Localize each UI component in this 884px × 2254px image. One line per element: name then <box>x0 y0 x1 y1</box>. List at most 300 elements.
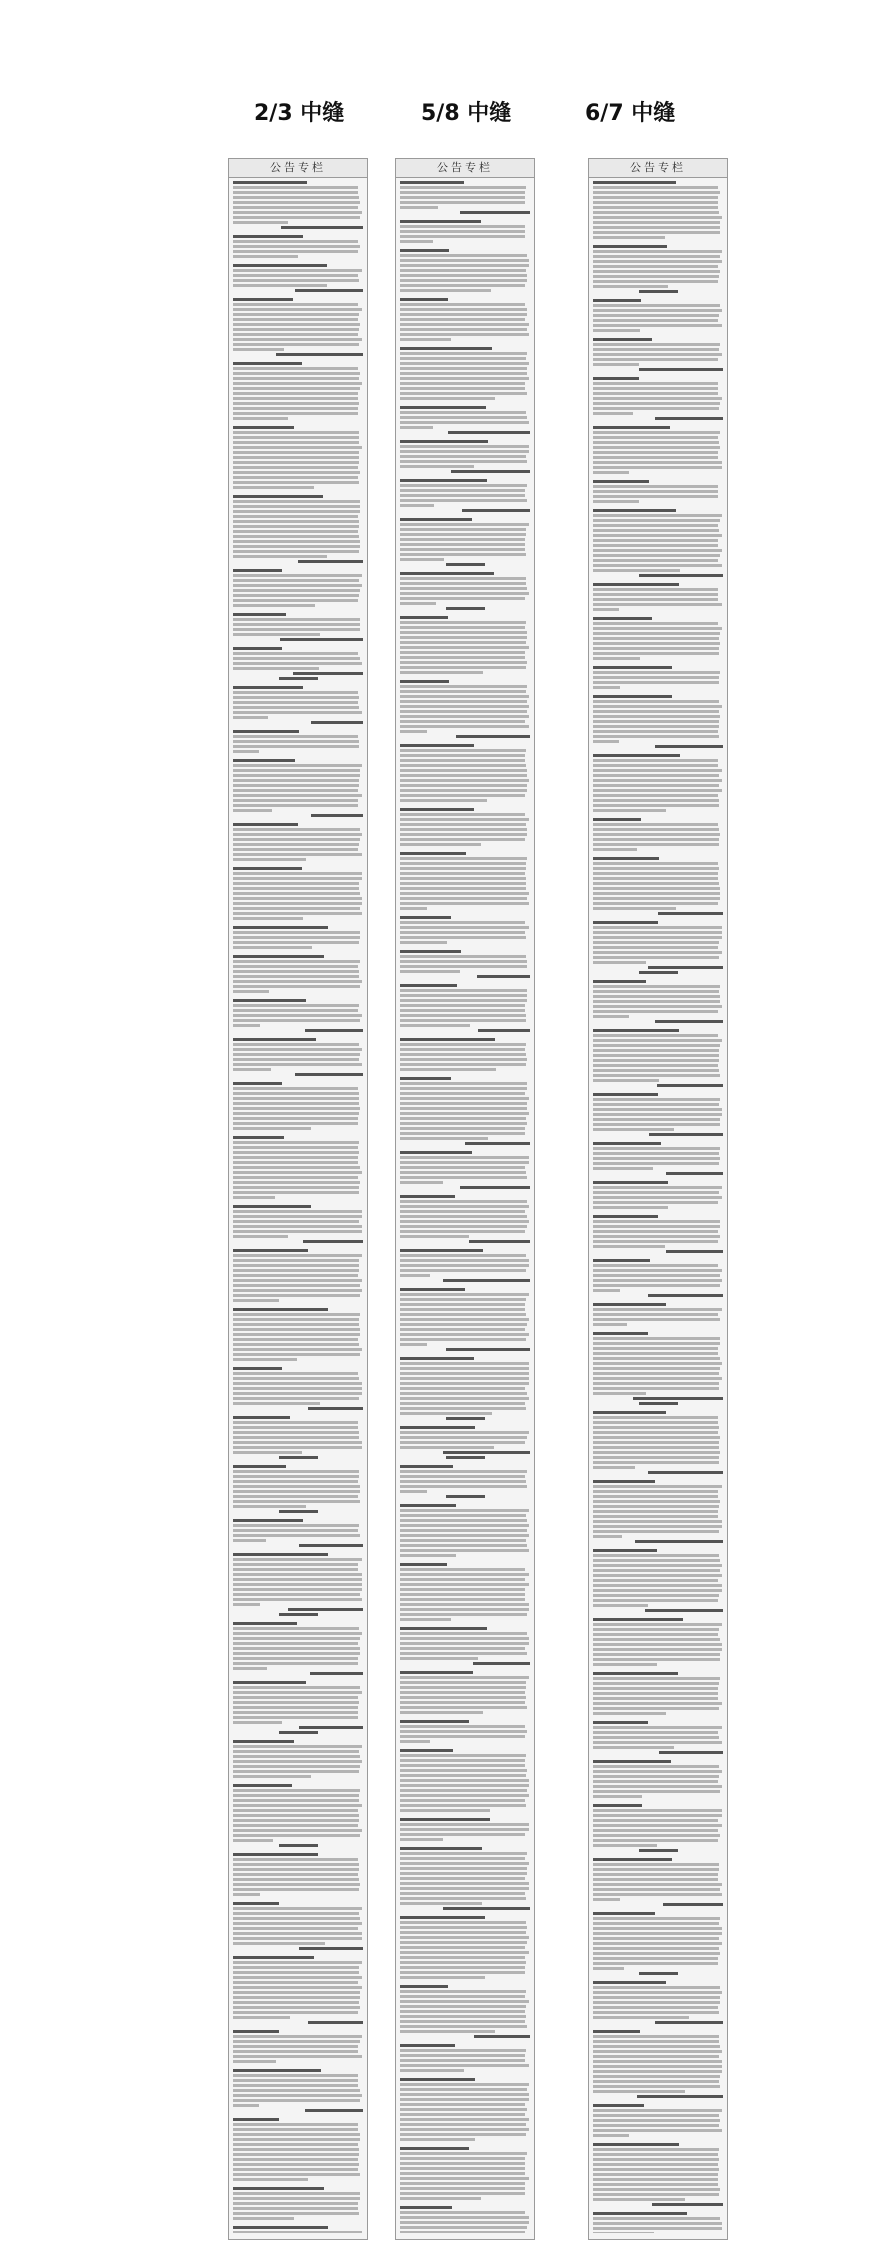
text-line <box>233 196 359 199</box>
text-line <box>233 691 358 694</box>
text-line <box>593 1618 683 1621</box>
text-line <box>400 1833 525 1836</box>
text-line <box>593 1313 718 1316</box>
text-line <box>233 1279 362 1282</box>
text-line <box>400 1872 527 1875</box>
text-line <box>593 309 722 312</box>
text-line <box>400 1318 529 1321</box>
signature-line <box>658 912 723 915</box>
text-line <box>593 1658 720 1661</box>
text-line <box>400 950 461 953</box>
text-line <box>593 1201 718 1204</box>
text-line <box>593 1844 657 1847</box>
text-line <box>593 961 646 964</box>
signature-line <box>637 2095 723 2098</box>
text-line <box>233 745 359 748</box>
text-line <box>400 2172 525 2175</box>
text-line <box>593 436 718 439</box>
text-line <box>593 1520 722 1523</box>
text-line <box>593 2085 720 2088</box>
text-line <box>400 1784 529 1787</box>
text-line <box>400 387 525 390</box>
text-line <box>400 1892 525 1895</box>
text-line <box>233 1092 359 1095</box>
text-line <box>233 1426 358 1429</box>
text-line <box>593 877 718 880</box>
text-line <box>593 1505 719 1508</box>
text-line <box>233 1318 359 1321</box>
text-line <box>400 1343 427 1346</box>
text-line <box>400 352 527 355</box>
text-line <box>593 1049 719 1052</box>
text-line <box>400 1995 525 1998</box>
text-line <box>593 2119 720 2122</box>
text-line <box>593 1064 718 1067</box>
text-line <box>593 867 719 870</box>
text-line <box>233 828 360 831</box>
text-line <box>400 338 451 341</box>
text-line <box>233 1524 359 1527</box>
text-line <box>233 1961 362 1964</box>
text-line <box>593 2188 720 2191</box>
text-line <box>233 696 359 699</box>
text-line <box>233 618 360 621</box>
text-line <box>400 397 495 400</box>
text-line <box>400 465 474 468</box>
text-line <box>233 1740 294 1743</box>
text-line <box>593 882 719 885</box>
text-line <box>400 1357 474 1360</box>
text-line <box>400 2152 527 2155</box>
text-line <box>233 328 359 331</box>
text-line <box>593 377 639 380</box>
text-line <box>400 1603 529 1606</box>
text-line <box>593 926 722 929</box>
text-line <box>593 485 718 488</box>
text-line <box>400 2044 455 2047</box>
text-line <box>400 328 527 331</box>
text-line <box>233 191 358 194</box>
text-line <box>593 686 620 689</box>
text-line <box>400 685 527 688</box>
text-line <box>233 1883 360 1886</box>
text-line <box>400 259 529 262</box>
text-line <box>233 823 298 826</box>
text-line <box>400 1818 490 1821</box>
text-line <box>233 343 359 346</box>
signature-line <box>635 1540 723 1543</box>
text-line <box>233 2089 360 2092</box>
text-line <box>233 2173 360 2176</box>
text-line <box>593 838 719 841</box>
text-line <box>400 1696 526 1699</box>
text-line <box>233 706 359 709</box>
text-line <box>400 1053 526 1056</box>
text-line <box>400 2064 529 2067</box>
text-line <box>593 1495 718 1498</box>
text-line <box>233 1505 306 1508</box>
text-line <box>233 1082 282 1085</box>
text-line <box>400 907 427 910</box>
text-line <box>593 774 719 777</box>
text-line <box>233 867 302 870</box>
text-line <box>400 1063 526 1066</box>
text-line <box>233 887 359 890</box>
text-line <box>233 1097 359 1100</box>
text-line <box>233 1146 358 1149</box>
signature-line <box>655 1020 723 1023</box>
text-line <box>400 1647 525 1650</box>
text-line <box>593 1804 642 1807</box>
text-line <box>233 1627 359 1630</box>
signature-line <box>465 1142 530 1145</box>
text-line <box>400 916 451 919</box>
text-line <box>400 1652 527 1655</box>
text-line <box>400 1583 529 1586</box>
text-line <box>400 1563 447 1566</box>
text-line <box>593 1707 719 1710</box>
text-line <box>593 211 719 214</box>
text-line <box>233 1809 358 1812</box>
text-line <box>233 2226 328 2229</box>
text-line <box>233 255 298 258</box>
text-line <box>400 784 527 787</box>
text-line <box>400 764 526 767</box>
text-line <box>233 550 359 553</box>
text-line <box>593 1357 720 1360</box>
text-line <box>400 1539 526 1542</box>
text-line <box>233 279 359 282</box>
text-line <box>233 1711 358 1714</box>
text-line <box>593 387 718 390</box>
text-line <box>593 201 718 204</box>
text-line <box>400 631 527 634</box>
text-line <box>593 1638 720 1641</box>
text-line <box>233 348 284 351</box>
text-line <box>400 838 525 841</box>
text-line <box>400 1122 527 1125</box>
text-line <box>233 1893 260 1896</box>
text-line <box>593 402 720 405</box>
text-line <box>593 519 720 522</box>
text-line <box>233 1446 362 1449</box>
text-line <box>593 216 722 219</box>
text-line <box>233 941 359 944</box>
text-line <box>593 1441 719 1444</box>
text-line <box>233 599 358 602</box>
text-line <box>593 804 719 807</box>
text-line <box>400 1362 529 1365</box>
signature-line <box>299 1947 363 1950</box>
text-line <box>233 907 360 910</box>
text-line <box>593 1147 720 1150</box>
text-line <box>233 535 359 538</box>
text-line <box>593 1181 668 1184</box>
text-line <box>400 523 529 526</box>
text-line <box>400 1828 529 1831</box>
text-line <box>400 651 525 654</box>
signature-line <box>474 2035 530 2038</box>
text-line <box>593 186 718 189</box>
text-line <box>233 318 358 321</box>
text-line <box>593 1416 718 1419</box>
text-line <box>233 1603 260 1606</box>
signature-line <box>295 289 363 292</box>
text-line <box>233 1834 360 1837</box>
text-line <box>233 1338 358 1341</box>
text-line <box>400 548 525 551</box>
text-line <box>400 333 529 336</box>
text-line <box>400 220 481 223</box>
section-title-line <box>639 1402 678 1405</box>
text-line <box>233 1416 290 1419</box>
text-line <box>593 848 637 851</box>
text-line <box>593 1167 653 1170</box>
text-line <box>400 1985 448 1988</box>
text-line <box>593 1382 719 1385</box>
text-line <box>593 1687 718 1690</box>
text-line <box>593 314 719 317</box>
signature-line <box>648 966 723 969</box>
text-line <box>233 960 360 963</box>
text-line <box>233 917 303 920</box>
text-line <box>593 1653 720 1656</box>
text-line <box>400 1613 527 1616</box>
text-line <box>400 426 433 429</box>
text-line <box>400 1671 473 1674</box>
text-line <box>400 1877 525 1880</box>
text-line <box>593 1372 719 1375</box>
text-line <box>400 1534 529 1537</box>
text-line <box>233 1593 360 1596</box>
text-line <box>593 1564 722 1567</box>
text-line <box>400 2103 525 2106</box>
text-line <box>593 1411 666 1414</box>
text-line <box>400 1210 525 1213</box>
text-line <box>233 711 362 714</box>
text-line <box>593 784 719 787</box>
text-line <box>593 1069 719 1072</box>
text-line <box>400 2020 525 2023</box>
text-line <box>400 289 491 292</box>
text-line <box>233 716 268 719</box>
text-line <box>400 897 527 900</box>
text-line <box>400 666 526 669</box>
text-line <box>593 2109 722 2112</box>
text-line <box>400 813 525 816</box>
text-line <box>400 1465 453 1468</box>
text-line <box>233 657 360 660</box>
text-line <box>400 1862 529 1865</box>
text-line <box>233 1117 358 1120</box>
text-line <box>400 1711 483 1714</box>
text-line <box>593 1259 650 1262</box>
text-line <box>593 329 640 332</box>
text-line <box>233 1475 359 1478</box>
text-line <box>400 626 525 629</box>
text-line <box>233 555 327 558</box>
text-line <box>233 1662 358 1665</box>
text-line <box>233 1652 360 1655</box>
text-line <box>400 769 527 772</box>
text-line <box>593 1643 722 1646</box>
text-line <box>593 1746 674 1749</box>
section-title-line <box>446 1417 485 1420</box>
text-line <box>233 1632 362 1635</box>
text-line <box>233 784 359 787</box>
text-line <box>593 250 722 253</box>
text-line <box>233 1853 318 1856</box>
text-line <box>593 529 719 532</box>
text-line <box>400 318 525 321</box>
text-line <box>400 303 525 306</box>
text-line <box>593 789 722 792</box>
text-line <box>233 2202 358 2205</box>
text-line <box>233 1775 311 1778</box>
text-line <box>233 838 360 841</box>
text-line <box>400 2118 529 2121</box>
text-line <box>593 1785 722 1788</box>
text-line <box>593 1912 655 1915</box>
text-line <box>233 1755 360 1758</box>
text-line <box>593 1284 720 1287</box>
text-line <box>233 471 360 474</box>
text-line <box>593 1274 720 1277</box>
text-line <box>233 298 293 301</box>
text-line <box>233 1009 358 1012</box>
text-line <box>233 1760 362 1763</box>
text-line <box>593 343 720 346</box>
text-line <box>593 358 718 361</box>
text-line <box>233 1642 358 1645</box>
text-line <box>400 196 525 199</box>
text-line <box>593 985 720 988</box>
signature-line <box>633 1397 723 1400</box>
text-line <box>233 1814 359 1817</box>
text-line <box>233 407 358 410</box>
text-line <box>593 1672 678 1675</box>
text-line <box>233 569 282 572</box>
text-line <box>400 1151 472 1154</box>
text-line <box>593 2148 719 2151</box>
text-line <box>593 2163 718 2166</box>
text-line <box>233 372 360 375</box>
text-line <box>593 2104 644 2107</box>
text-line <box>233 466 358 469</box>
text-line <box>233 505 360 508</box>
text-line <box>233 2050 358 2053</box>
text-line <box>593 1809 722 1812</box>
text-line <box>593 1377 722 1380</box>
text-line <box>593 2080 719 2083</box>
text-line <box>400 754 525 757</box>
text-line <box>593 1352 718 1355</box>
text-line <box>233 1868 359 1871</box>
text-line <box>593 1824 722 1827</box>
text-line <box>233 1804 362 1807</box>
text-line <box>400 1926 527 1929</box>
text-line <box>593 872 718 875</box>
text-line <box>593 1863 719 1866</box>
text-line <box>593 1451 720 1454</box>
text-line <box>400 843 481 846</box>
text-line <box>233 628 360 631</box>
text-line <box>593 1303 666 1306</box>
text-line <box>233 1706 358 1709</box>
text-line <box>233 2040 360 2043</box>
text-line <box>233 1299 279 1302</box>
text-line <box>593 1123 720 1126</box>
text-line <box>233 211 362 214</box>
text-line <box>233 221 288 224</box>
text-line <box>593 2070 722 2073</box>
text-line <box>233 1485 360 1488</box>
text-line <box>593 2198 685 2201</box>
text-line <box>233 1681 306 1684</box>
text-line <box>593 1162 719 1165</box>
text-line <box>233 1799 359 1802</box>
text-line <box>233 1205 311 1208</box>
text-line <box>593 695 672 698</box>
text-line <box>400 372 527 375</box>
text-line <box>400 494 525 497</box>
text-line <box>593 353 722 356</box>
text-line <box>593 936 722 939</box>
text-line <box>593 1367 720 1370</box>
text-line <box>233 1976 362 1979</box>
text-line <box>400 965 527 968</box>
text-line <box>400 1598 525 1601</box>
text-line <box>400 641 526 644</box>
text-line <box>593 676 719 679</box>
text-line <box>233 1004 359 1007</box>
text-line <box>400 1254 526 1257</box>
text-line <box>233 1942 325 1945</box>
text-line <box>400 892 529 895</box>
text-line <box>400 1382 529 1385</box>
signature-line <box>473 1662 530 1665</box>
text-line <box>400 1514 526 1517</box>
text-line <box>400 2221 529 2224</box>
signature-line <box>462 509 530 512</box>
text-line <box>593 2075 720 2078</box>
text-line <box>593 779 722 782</box>
text-line <box>593 1765 719 1768</box>
text-line <box>400 1441 525 1444</box>
text-line <box>593 495 718 498</box>
text-line <box>400 700 527 703</box>
text-line <box>400 1568 525 1571</box>
text-line <box>400 455 526 458</box>
text-line <box>593 1157 720 1160</box>
section-title-line <box>279 1731 318 1734</box>
text-line <box>233 1048 362 1051</box>
section-title-line <box>639 1849 678 1852</box>
text-line <box>593 2114 719 2117</box>
text-line <box>233 1991 360 1994</box>
text-line <box>233 1019 360 1022</box>
text-line <box>400 1377 529 1380</box>
text-line <box>400 587 527 590</box>
text-line <box>400 1470 527 1473</box>
text-line <box>593 1525 722 1528</box>
text-line <box>233 412 358 415</box>
text-line <box>593 1663 657 1666</box>
text-line <box>233 1441 362 1444</box>
text-line <box>233 1343 359 1346</box>
text-line <box>400 1102 527 1105</box>
text-line <box>233 1024 260 1027</box>
